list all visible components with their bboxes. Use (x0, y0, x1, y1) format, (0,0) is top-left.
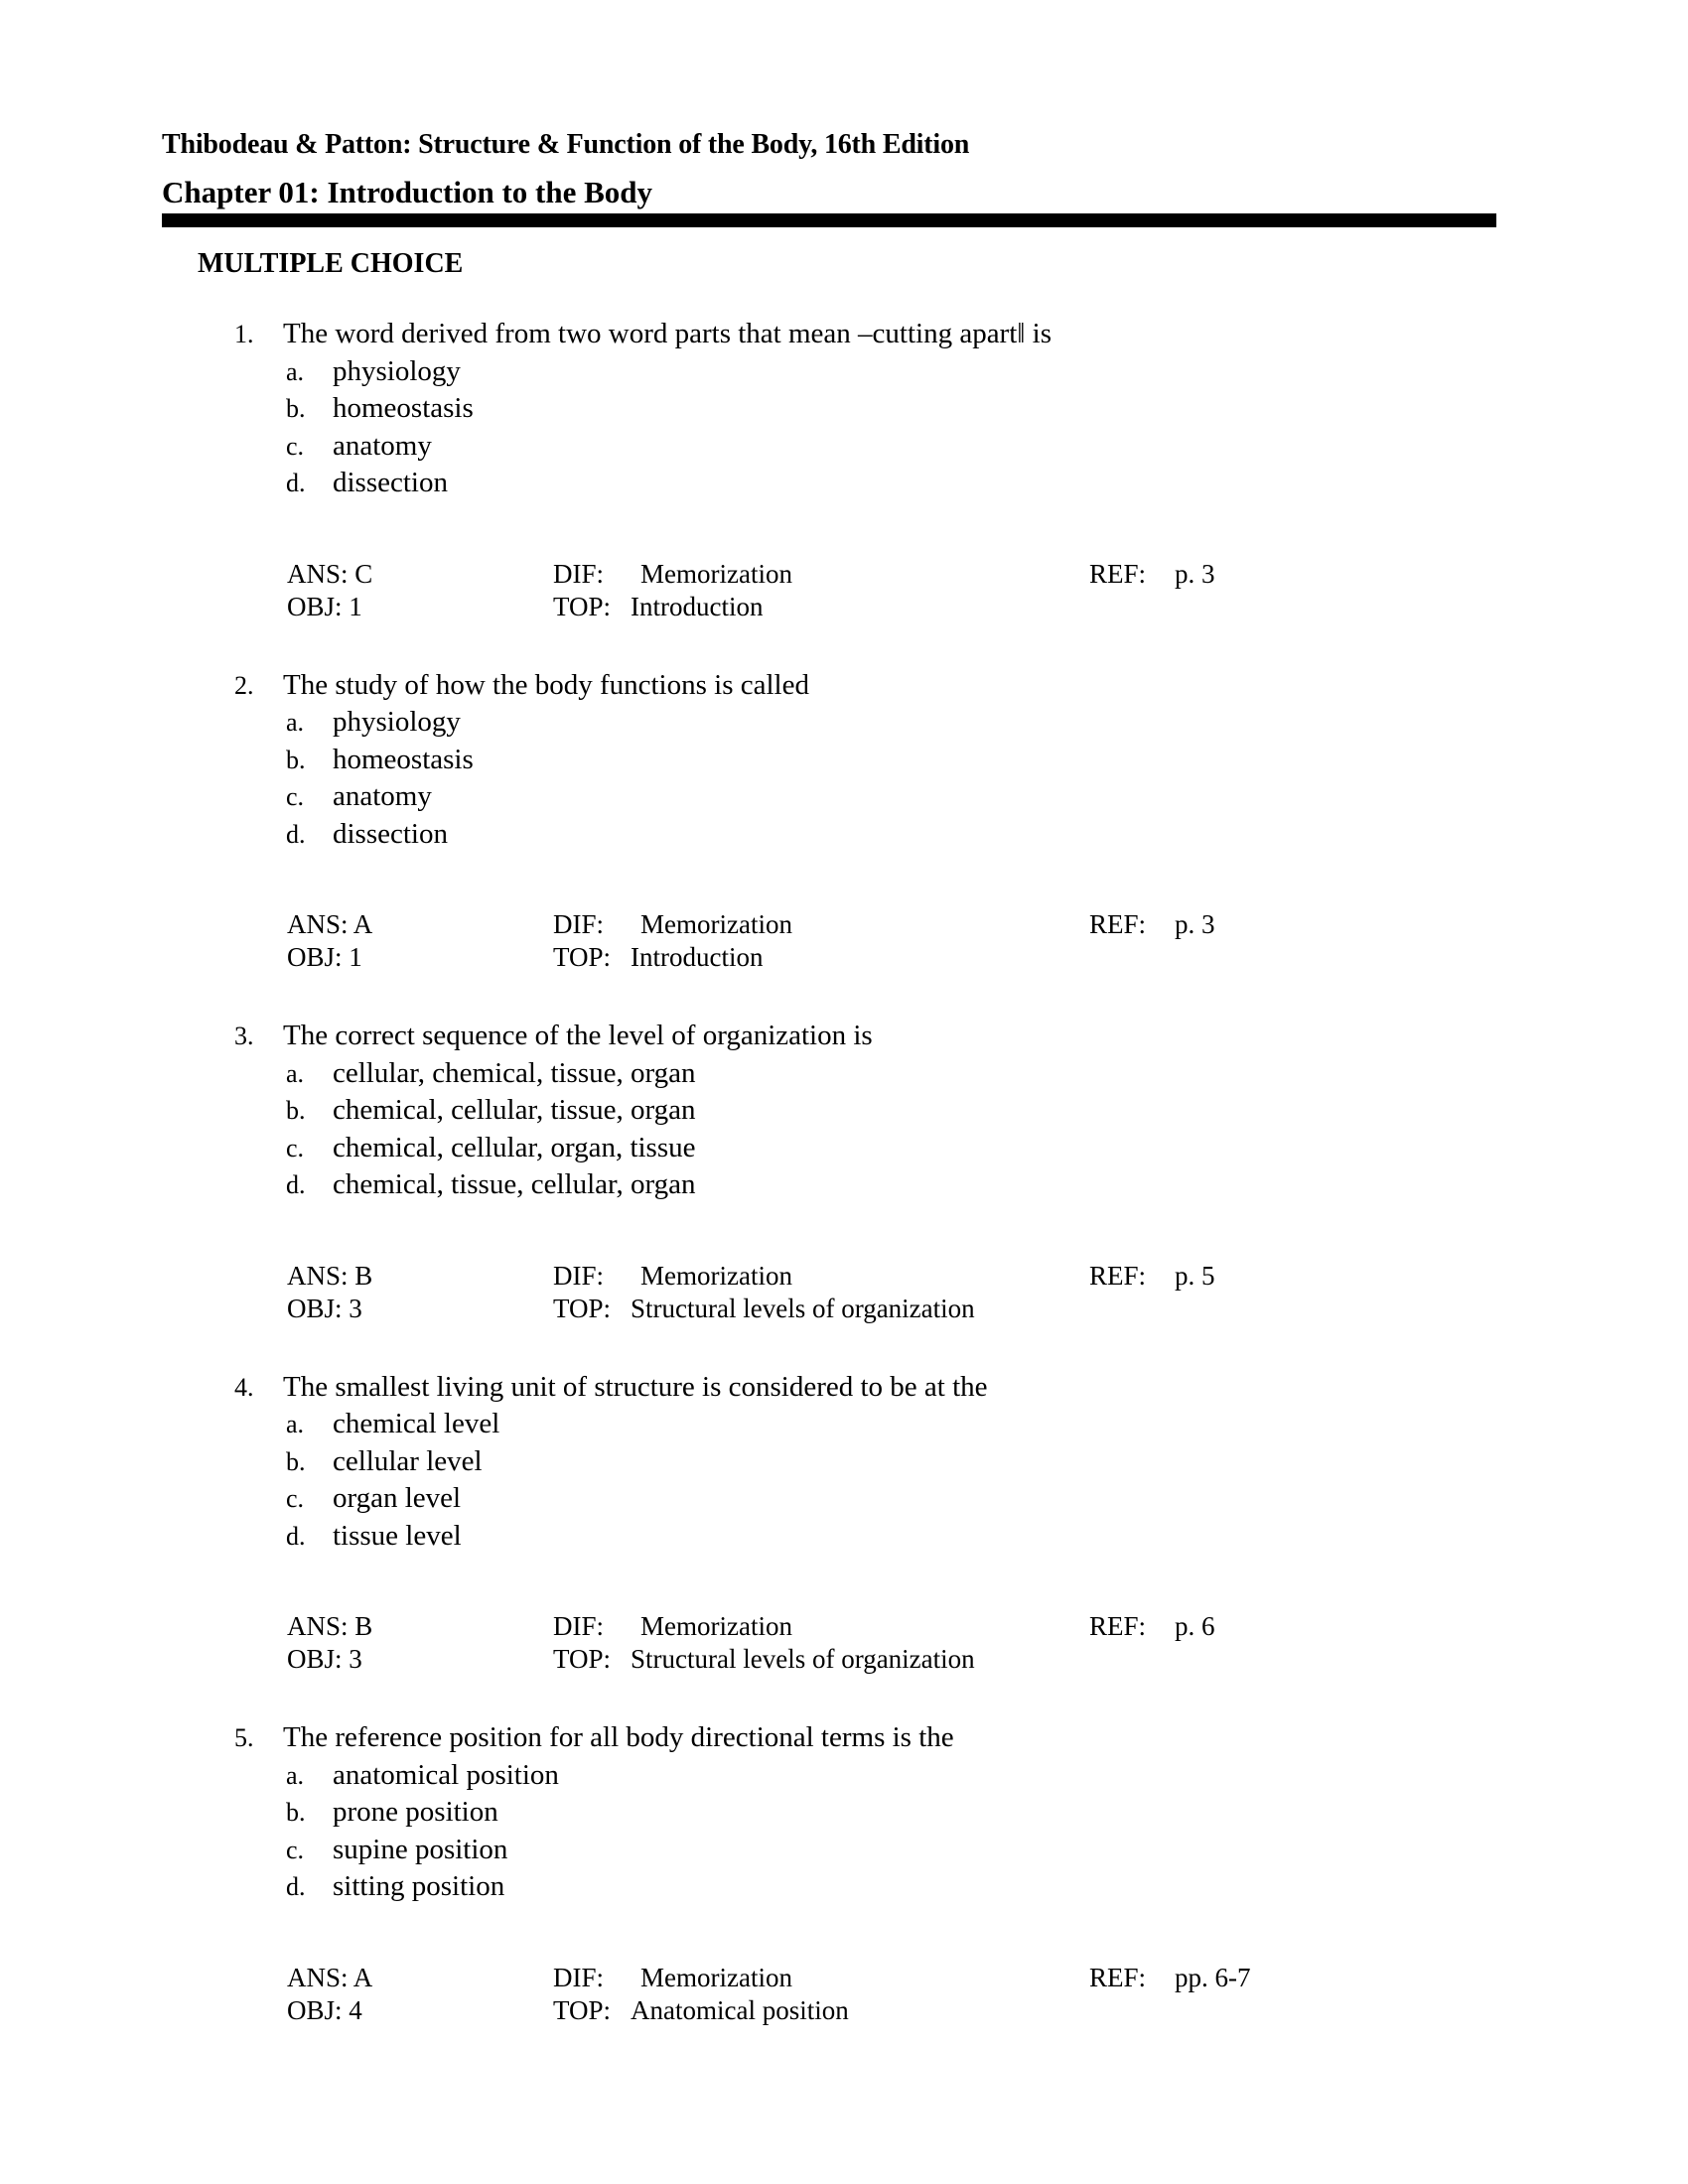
answer-option (234, 465, 1476, 502)
topic-label: TOP: (553, 942, 612, 972)
option-letter: c. (286, 1133, 305, 1162)
answer-option (234, 1480, 1476, 1518)
question-block (234, 667, 1476, 975)
question-text: The smallest living unit of structure is considered to be at the (283, 1370, 988, 1403)
option-text: sitting position (333, 1870, 505, 1902)
metadata-row (234, 558, 1476, 591)
option-text: cellular level (333, 1444, 483, 1477)
question-number: 4. (234, 1372, 254, 1402)
objective: OBJ: 1 (287, 942, 362, 972)
option-letter: c. (286, 431, 305, 461)
option-letter: a. (286, 708, 305, 737)
question-list (234, 316, 1476, 2071)
question-number: 5. (234, 1723, 254, 1752)
option-letter: a. (286, 356, 305, 386)
metadata-row (234, 1962, 1476, 1994)
option-letter: a. (286, 1058, 305, 1088)
question-text: The reference position for all body directional terms is the (283, 1721, 954, 1753)
answer-option (234, 1868, 1476, 1906)
option-text: anatomy (333, 429, 432, 462)
answer-option (234, 1055, 1476, 1093)
question-block (234, 316, 1476, 623)
option-text: dissection (333, 467, 448, 498)
answer-option (234, 428, 1476, 466)
option-text: anatomical position (333, 1758, 559, 1791)
answer-option (234, 742, 1476, 779)
option-letter: d. (286, 819, 306, 849)
topic-value: Introduction (631, 942, 764, 972)
answer-option (234, 390, 1476, 428)
answer-option (234, 353, 1476, 391)
option-letter: d. (286, 1521, 306, 1551)
answer-option (234, 816, 1476, 854)
answer-option (234, 1166, 1476, 1204)
option-text: chemical, cellular, organ, tissue (333, 1131, 696, 1163)
question-line (234, 1018, 1476, 1055)
answer-option (234, 1130, 1476, 1167)
question-metadata (234, 1610, 1476, 1676)
metadata-row (234, 941, 1476, 974)
option-letter: d. (286, 1872, 306, 1901)
option-text: chemical level (333, 1408, 500, 1439)
objective: OBJ: 3 (287, 1293, 362, 1323)
option-letter: b. (286, 1798, 306, 1827)
option-text: chemical, tissue, cellular, organ (333, 1168, 696, 1200)
question-line (234, 1719, 1476, 1757)
answer-option (234, 1092, 1476, 1130)
objective: OBJ: 3 (287, 1644, 362, 1674)
reference-label: REF: (1089, 1260, 1147, 1291)
reference-label: REF: (1089, 558, 1147, 589)
question-line (234, 667, 1476, 705)
answer-option (234, 1518, 1476, 1556)
option-letter: d. (286, 1170, 306, 1199)
reference-value: p. 5 (1175, 1260, 1215, 1291)
difficulty-value: Memorization (640, 558, 792, 589)
answer-key: ANS: B (287, 1260, 373, 1291)
question-metadata (234, 908, 1476, 974)
option-text: physiology (333, 354, 461, 387)
objective: OBJ: 1 (287, 591, 362, 621)
option-letter: b. (286, 745, 306, 774)
metadata-row (234, 1293, 1476, 1325)
question-metadata (234, 1260, 1476, 1325)
option-letter: b. (286, 1096, 306, 1125)
answer-option (234, 1406, 1476, 1443)
topic-value: Anatomical position (631, 1994, 849, 2025)
question-text: The word derived from two word parts that mean –cutting apart‖ is (283, 318, 1053, 349)
metadata-row (234, 1610, 1476, 1643)
metadata-row (234, 1643, 1476, 1676)
reference-value: p. 3 (1175, 909, 1215, 939)
option-text: dissection (333, 817, 448, 850)
question-block (234, 1018, 1476, 1325)
difficulty-label: DIF: (553, 558, 605, 589)
difficulty-value: Memorization (640, 1260, 792, 1291)
reference-value: p. 3 (1175, 558, 1215, 589)
question-number: 3. (234, 1022, 254, 1050)
option-text: chemical, cellular, tissue, organ (333, 1094, 696, 1126)
reference-label: REF: (1089, 909, 1147, 939)
question-metadata (234, 1962, 1476, 2027)
option-text: tissue level (333, 1519, 462, 1552)
question-block (234, 1719, 1476, 2027)
option-text: supine position (333, 1833, 508, 1865)
metadata-row (234, 908, 1476, 941)
metadata-row (234, 1994, 1476, 2027)
difficulty-value: Memorization (640, 1611, 792, 1641)
option-letter: c. (286, 1835, 305, 1864)
topic-value: Introduction (631, 591, 764, 621)
option-letter: d. (286, 469, 306, 497)
answer-option (234, 1443, 1476, 1481)
option-letter: b. (286, 1446, 306, 1476)
difficulty-label: DIF: (553, 1962, 605, 1992)
topic-label: TOP: (553, 1994, 612, 2025)
reference-value: pp. 6-7 (1175, 1962, 1251, 1992)
metadata-row (234, 591, 1476, 623)
topic-value: Structural levels of organization (631, 1644, 975, 1674)
difficulty-label: DIF: (553, 1611, 605, 1641)
topic-label: TOP: (553, 591, 612, 621)
question-line (234, 1369, 1476, 1407)
option-text: prone position (333, 1796, 498, 1828)
option-text: anatomy (333, 780, 432, 812)
metadata-row (234, 1260, 1476, 1293)
chapter-title: Chapter 01: Introduction to the Body (162, 175, 653, 209)
topic-label: TOP: (553, 1644, 612, 1674)
reference-value: p. 6 (1175, 1611, 1215, 1641)
header-divider (162, 213, 1496, 227)
question-text: The study of how the body functions is called (283, 668, 809, 701)
difficulty-label: DIF: (553, 1260, 605, 1291)
difficulty-value: Memorization (640, 1962, 792, 1992)
answer-option (234, 1757, 1476, 1795)
objective: OBJ: 4 (287, 1994, 362, 2025)
question-text: The correct sequence of the level of organization is (283, 1020, 873, 1051)
option-text: physiology (333, 706, 461, 738)
answer-key: ANS: A (287, 909, 373, 939)
option-letter: c. (286, 1484, 305, 1513)
option-text: organ level (333, 1482, 462, 1514)
answer-option (234, 778, 1476, 816)
answer-option (234, 1832, 1476, 1869)
topic-value: Structural levels of organization (631, 1293, 975, 1323)
reference-label: REF: (1089, 1962, 1147, 1992)
section-title: MULTIPLE CHOICE (198, 248, 464, 279)
difficulty-value: Memorization (640, 909, 792, 939)
option-text: cellular, chemical, tissue, organ (333, 1056, 696, 1089)
option-text: homeostasis (333, 743, 474, 775)
answer-key: ANS: B (287, 1611, 373, 1641)
option-letter: c. (286, 782, 305, 811)
answer-key: ANS: C (287, 558, 373, 589)
answer-option (234, 1794, 1476, 1832)
question-block (234, 1369, 1476, 1677)
topic-label: TOP: (553, 1293, 612, 1323)
option-text: homeostasis (333, 392, 474, 424)
option-letter: a. (286, 1410, 305, 1438)
question-line (234, 316, 1476, 353)
answer-key: ANS: A (287, 1962, 373, 1992)
question-number: 2. (234, 670, 254, 700)
question-metadata (234, 558, 1476, 623)
answer-option (234, 704, 1476, 742)
option-letter: b. (286, 394, 306, 423)
question-number: 1. (234, 320, 254, 348)
difficulty-label: DIF: (553, 909, 605, 939)
book-title: Thibodeau & Patton: Structure & Function of the Body, 16th Edition (162, 129, 970, 160)
option-letter: a. (286, 1760, 305, 1790)
reference-label: REF: (1089, 1611, 1147, 1641)
